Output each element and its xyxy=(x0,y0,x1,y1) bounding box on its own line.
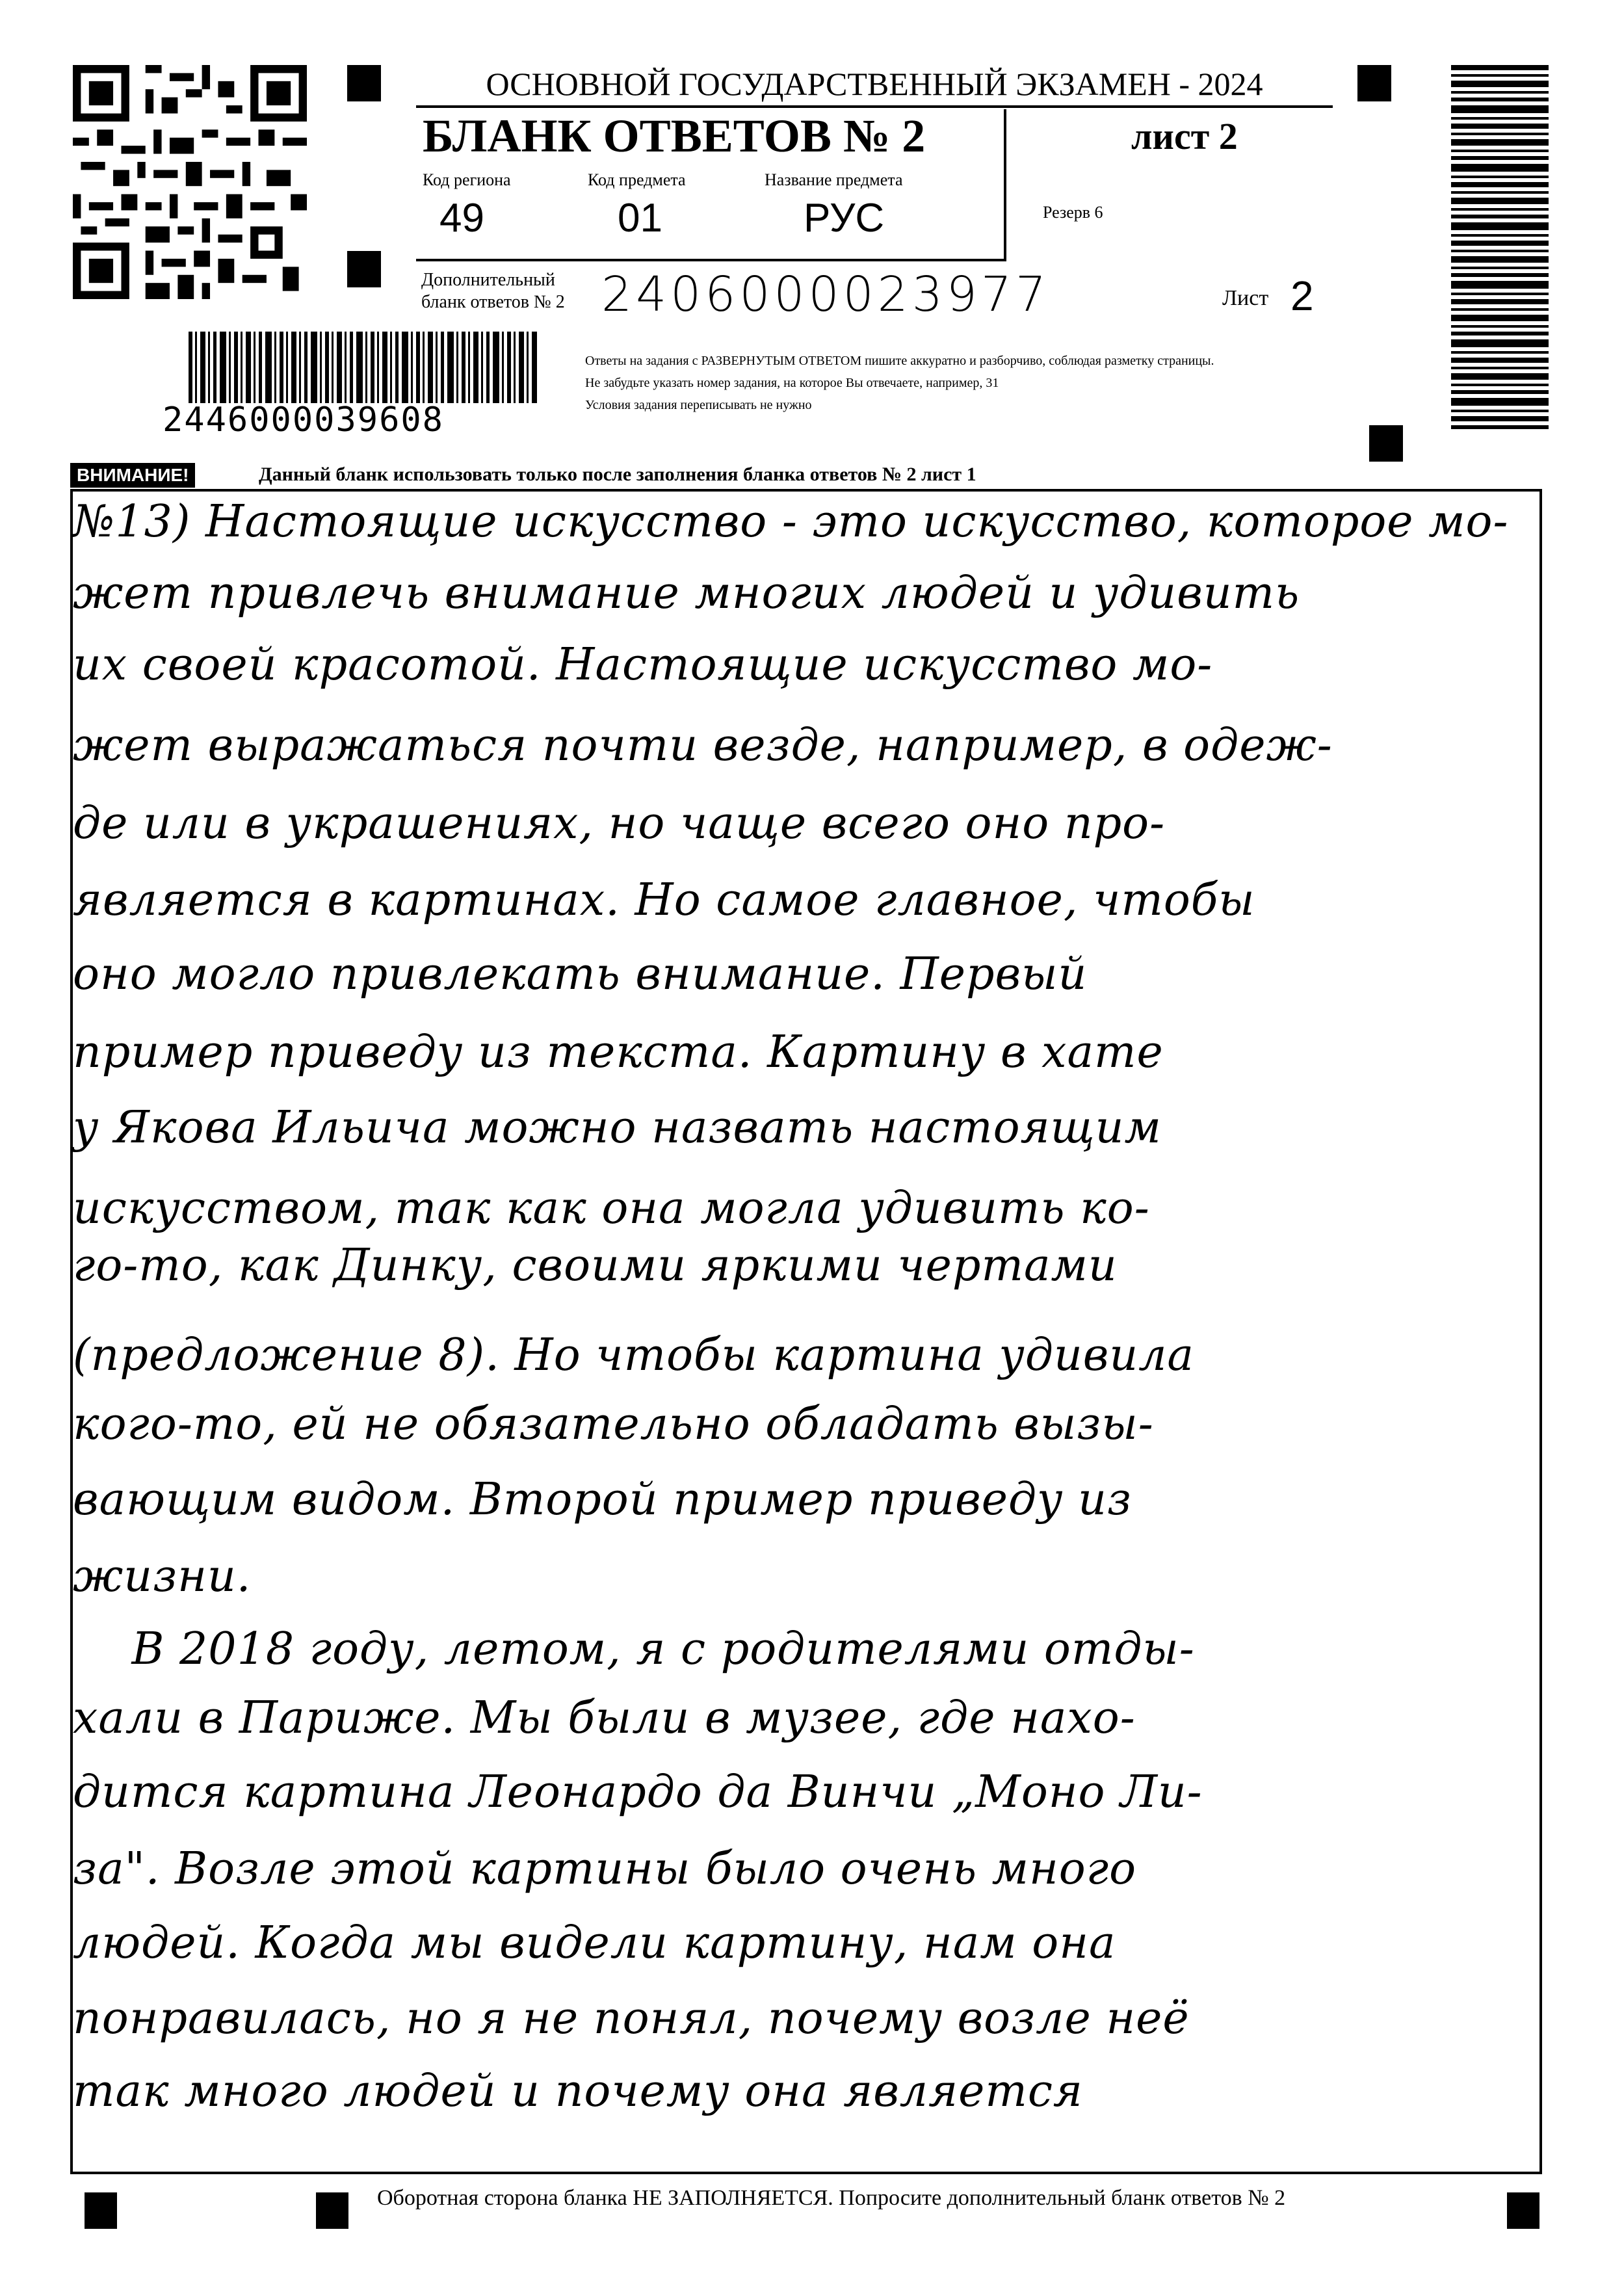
answer-line: искусством, так как она могла удивить ко- xyxy=(73,1183,1150,1234)
alignment-marker-bottom-2 xyxy=(316,2192,348,2229)
answer-line: пример приведу из текста. Картину в хате xyxy=(73,1027,1164,1078)
instruction-line: Ответы на задания с РАЗВЕРНУТЫМ ОТВЕТОМ пишите аккуратно и разборчиво, соблюдая разметку страницы. xyxy=(585,354,1214,368)
answer-line: жизни. xyxy=(73,1551,252,1602)
warning-bar xyxy=(70,463,1565,489)
answer-line: №13) Настоящие искусство - это искусство, которое мо- xyxy=(73,496,1509,547)
exam-title: ОСНОВНОЙ ГОСУДАРСТВЕННЫЙ ЭКЗАМЕН - 2024 xyxy=(416,65,1333,108)
instructions xyxy=(585,350,1417,416)
region-label: Код региона xyxy=(423,170,511,189)
answer-line: является в картинах. Но самое главное, чтобы xyxy=(73,874,1255,926)
list-value: 2 xyxy=(1290,272,1314,319)
answer-line: людей. Когда мы видели картину, нам она xyxy=(73,1917,1116,1969)
barcode-digits: 2446000039608 xyxy=(163,401,444,440)
answer-line: так много людей и почему она является xyxy=(73,2066,1083,2117)
alignment-marker-bottom-3 xyxy=(1507,2192,1539,2229)
instruction-line: Не забудьте указать номер задания, на которое Вы отвечаете, например, 31 xyxy=(585,376,999,390)
extra-blank-label: Дополнительный бланк ответов № 2 xyxy=(421,270,565,312)
answer-line: хали в Париже. Мы были в музее, где нахо- xyxy=(73,1692,1136,1744)
instruction-line: Условия задания переписывать не нужно xyxy=(585,398,812,412)
answer-line: де или в украшениях, но чаще всего оно про- xyxy=(73,798,1166,849)
answer-line: понравилась, но я не понял, почему возле неё xyxy=(73,1993,1190,2044)
answer-line: го-то, как Динку, своими яркими чертами xyxy=(73,1240,1118,1291)
extra-blank-number: 2406000023977 xyxy=(601,267,1051,322)
header-rule xyxy=(416,259,1006,261)
region-value: 49 xyxy=(439,196,484,241)
barcode-horizontal-icon xyxy=(189,332,540,403)
answer-line: их своей красотой. Настоящие искусство мо- xyxy=(73,639,1213,690)
blank-name: БЛАНК ОТВЕТОВ № 2 xyxy=(423,110,926,162)
answer-line: у Якова Ильича можно назвать настоящим xyxy=(73,1102,1162,1153)
reserve-label: Резерв 6 xyxy=(1043,203,1103,222)
answer-line: за". Возле этой картины было очень много xyxy=(73,1843,1137,1895)
answer-line: оно могло привлекать внимание. Первый xyxy=(73,949,1088,1000)
answer-line: (предложение 8). Но чтобы картина удивила xyxy=(73,1330,1194,1381)
answer-line: жет выражаться почти везде, например, в одеж- xyxy=(73,720,1333,771)
header-divider xyxy=(1004,109,1006,260)
qr-code-icon xyxy=(73,65,307,299)
alignment-marker-top-right xyxy=(1357,65,1391,101)
subject-name-label: Название предмета xyxy=(765,170,903,189)
warning-badge: ВНИМАНИЕ! xyxy=(70,463,195,488)
subject-name-value: РУС xyxy=(804,196,885,241)
answer-line: В 2018 году, летом, я с родителями отды- xyxy=(73,1624,1195,1675)
alignment-marker-bottom-1 xyxy=(85,2192,117,2229)
alignment-marker-top-left xyxy=(347,65,381,101)
footer-note: Оборотная сторона бланка НЕ ЗАПОЛНЯЕТСЯ. Попросите дополнительный бланк ответов № 2 xyxy=(377,2186,1286,2210)
list-label: Лист xyxy=(1222,286,1269,310)
subject-code-label: Код предмета xyxy=(588,170,686,189)
warning-text: Данный бланк использовать только после заполнения бланка ответов № 2 лист 1 xyxy=(259,464,976,485)
answer-line: дится картина Леонардо да Винчи „Моно Ли- xyxy=(73,1767,1203,1818)
answer-line: жет привлечь внимание многих людей и удивить xyxy=(73,568,1300,619)
answer-line: вающим видом. Второй пример приведу из xyxy=(73,1474,1132,1525)
alignment-marker-mid-left xyxy=(347,251,381,287)
subject-code-value: 01 xyxy=(618,196,662,241)
answer-line: кого-то, ей не обязательно обладать вызы- xyxy=(73,1399,1154,1450)
alignment-marker-mid-right xyxy=(1369,425,1403,462)
sheet-label: лист 2 xyxy=(1131,115,1238,157)
barcode-vertical-icon xyxy=(1451,65,1549,429)
